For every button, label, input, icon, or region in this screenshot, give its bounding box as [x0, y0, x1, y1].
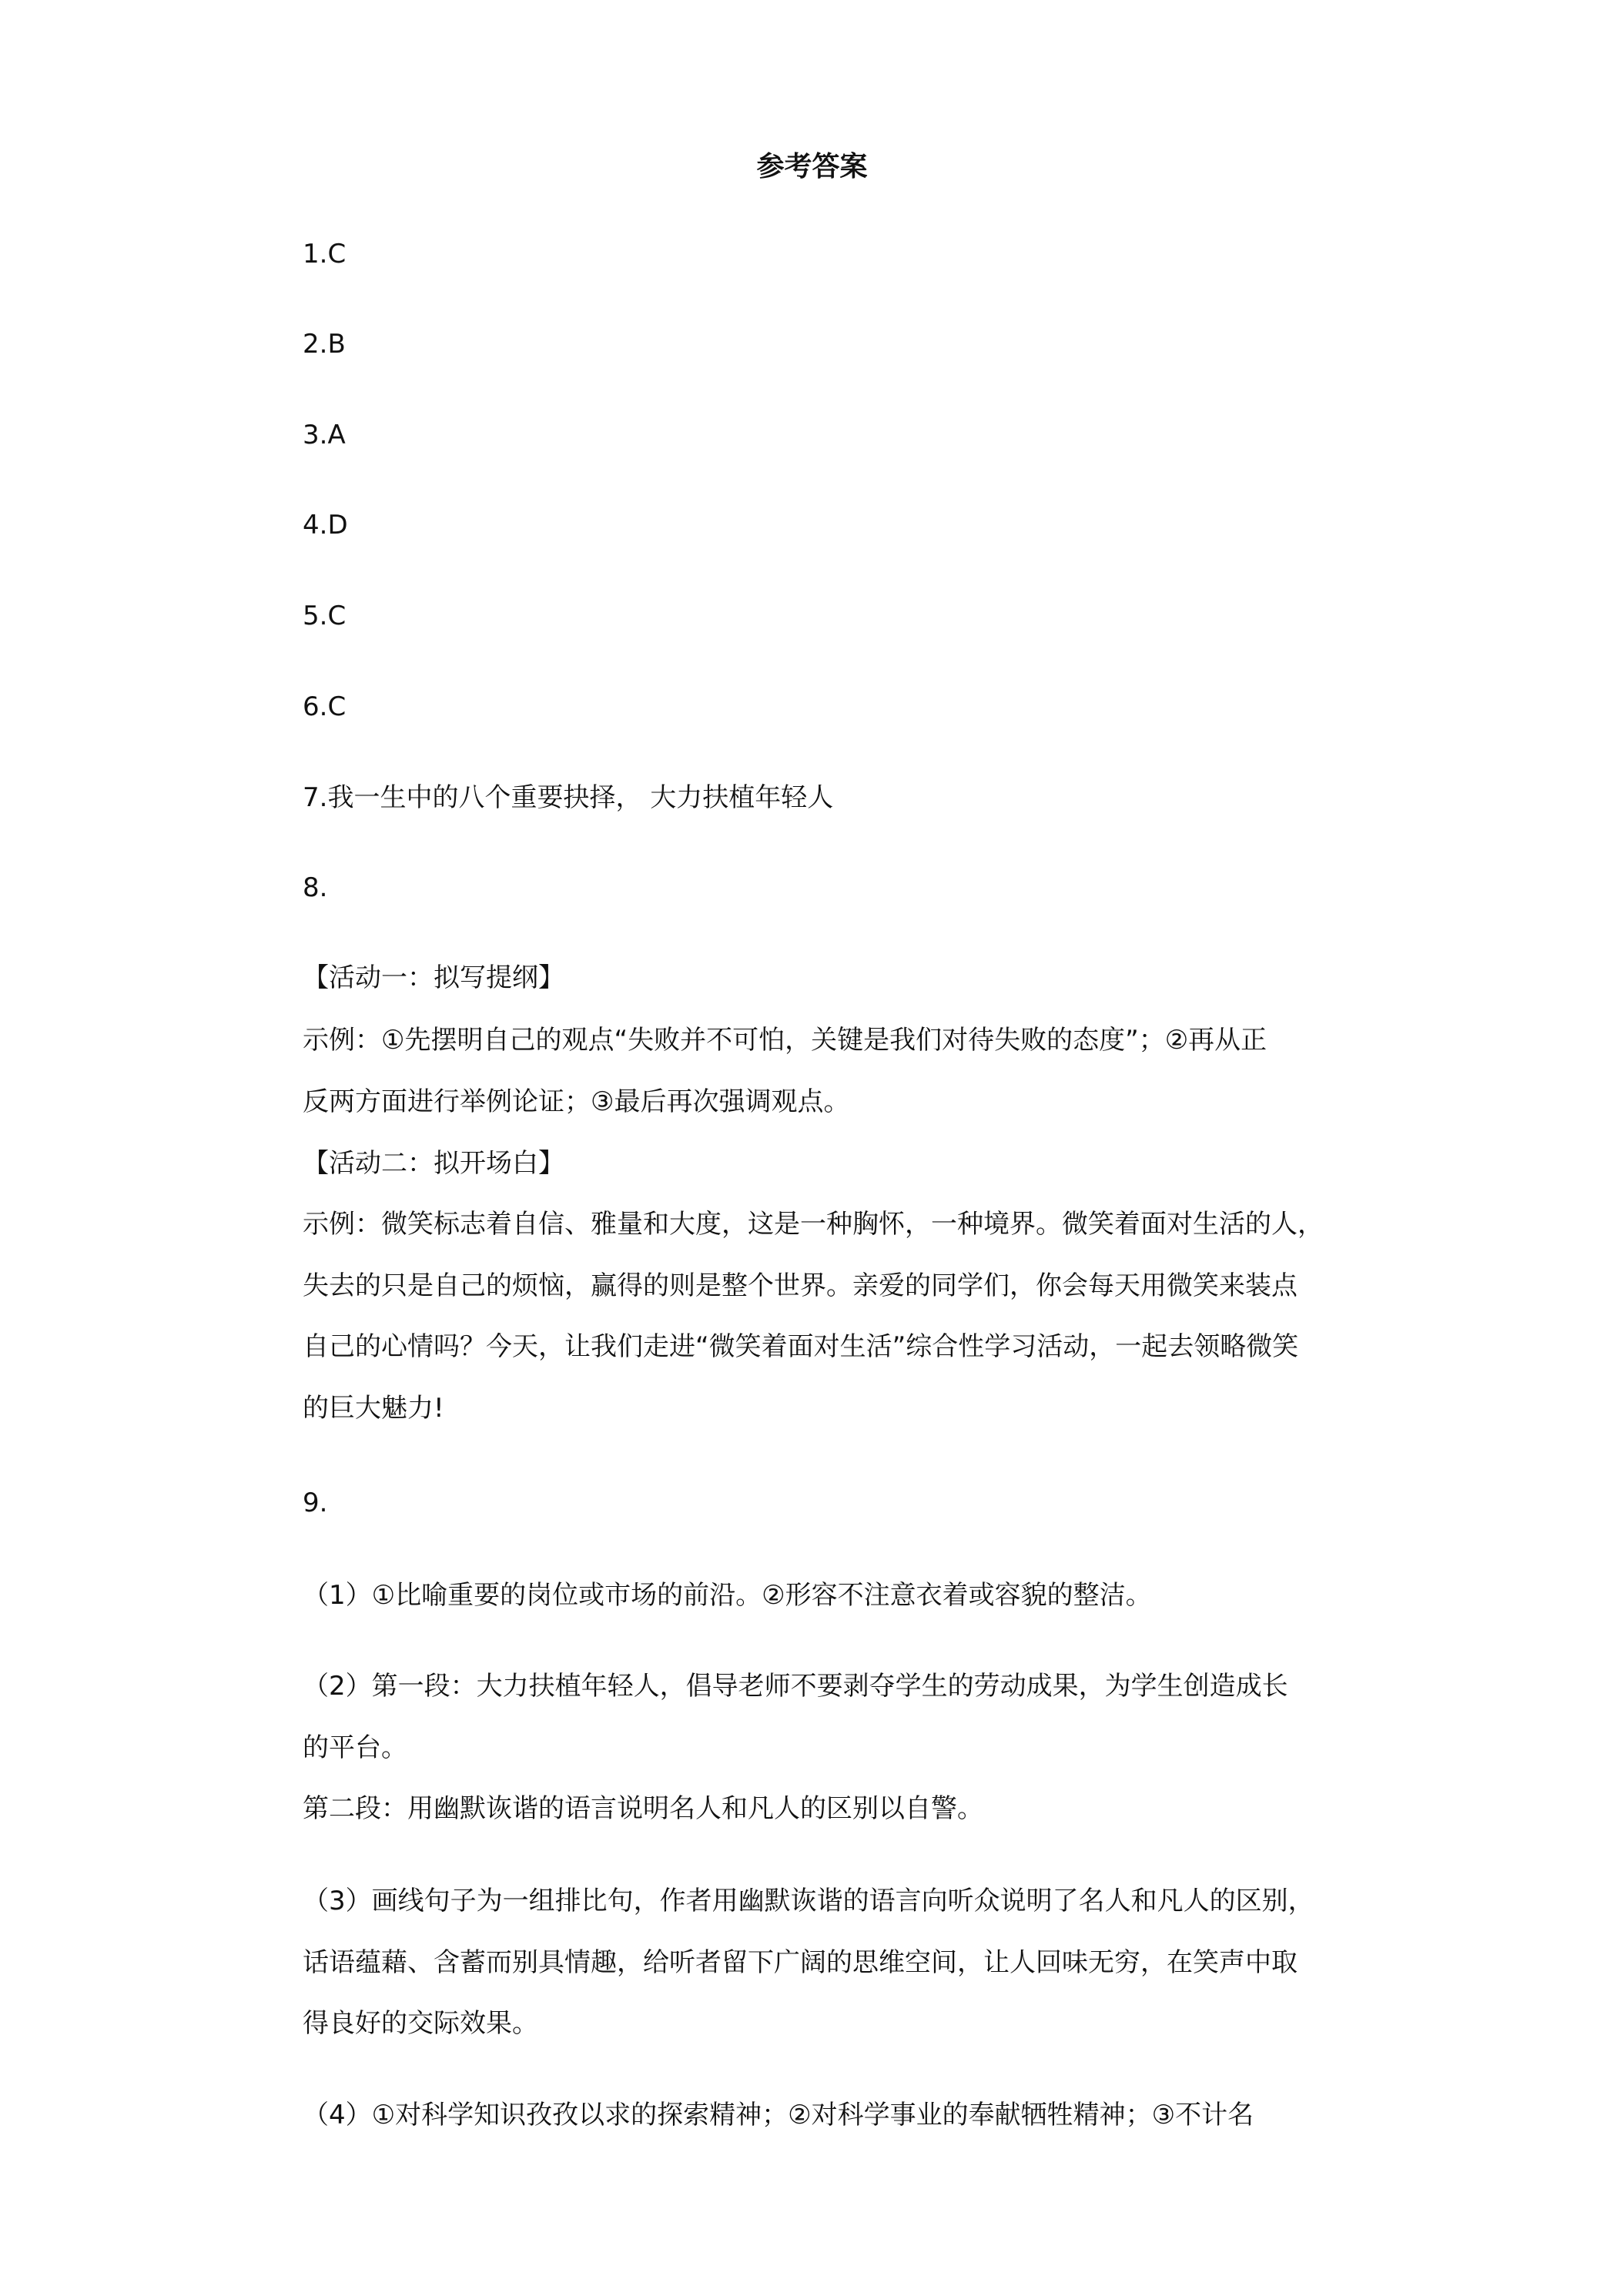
activity-one-text-2: 反两方面进行举例论证；③最后再次强调观点。 [303, 1086, 850, 1117]
q9-part-2-line-1: （2）第一段：大力扶植年轻人，倡导老师不要剥夺学生的劳动成果，为学生创造成长 [303, 1671, 1288, 1702]
q9-part-1: （1）①比喻重要的岗位或市场的前沿。②形容不注意衣着或容貌的整洁。 [303, 1580, 1152, 1611]
activity-two-text-2: 失去的只是自己的烦恼，赢得的则是整个世界。亲爱的同学们，你会每天用微笑来装点 [303, 1270, 1298, 1301]
q9-part-3-line-1: （3）画线句子为一组排比句，作者用幽默诙谐的语言向听众说明了名人和凡人的区别， [303, 1886, 1314, 1916]
activity-one-heading: 【活动一：拟写提纲】 [303, 962, 564, 993]
activity-two-heading: 【活动二：拟开场白】 [303, 1148, 564, 1179]
q9-part-4-line-1: （4）①对科学知识孜孜以求的探索精神；②对科学事业的奉献牺牲精神；③不计名 [303, 2100, 1254, 2130]
answer-line-6: 6.C [303, 691, 347, 722]
answer-line-7: 7.我一生中的八个重要抉择， 大力扶植年轻人 [303, 782, 834, 813]
activity-two-text-3: 自己的心情吗？今天，让我们走进“微笑着面对生活”综合性学习活动，一起去领略微笑 [303, 1331, 1299, 1362]
activity-two-text-4: 的巨大魅力! [303, 1393, 444, 1424]
q9-part-3-line-3: 得良好的交际效果。 [303, 2008, 538, 2039]
answer-line-4: 4.D [303, 510, 348, 541]
activity-two-text-1: 示例：微笑标志着自信、雅量和大度，这是一种胸怀，一种境界。微笑着面对生活的人， [303, 1209, 1324, 1240]
answer-line-1: 1.C [303, 239, 347, 269]
page-title: 参考答案 [756, 151, 868, 182]
answer-line-3: 3.A [303, 420, 346, 450]
q9-part-2-line-3: 第二段：用幽默诙谐的语言说明名人和凡人的区别以自警。 [303, 1793, 983, 1824]
answer-line-5: 5.C [303, 601, 347, 631]
answer-line-2: 2.B [303, 329, 346, 360]
q9-part-3-line-2: 话语蕴藉、含蓄而别具情趣，给听者留下广阔的思维空间，让人回味无穷，在笑声中取 [303, 1947, 1298, 1978]
activity-one-text-1: 示例：①先摆明自己的观点“失败并不可怕，关键是我们对待失败的态度”；②再从正 [303, 1025, 1267, 1056]
answer-line-8: 8. [303, 872, 328, 903]
q9-part-2-line-2: 的平台。 [303, 1732, 407, 1763]
answer-line-9: 9. [303, 1488, 328, 1518]
